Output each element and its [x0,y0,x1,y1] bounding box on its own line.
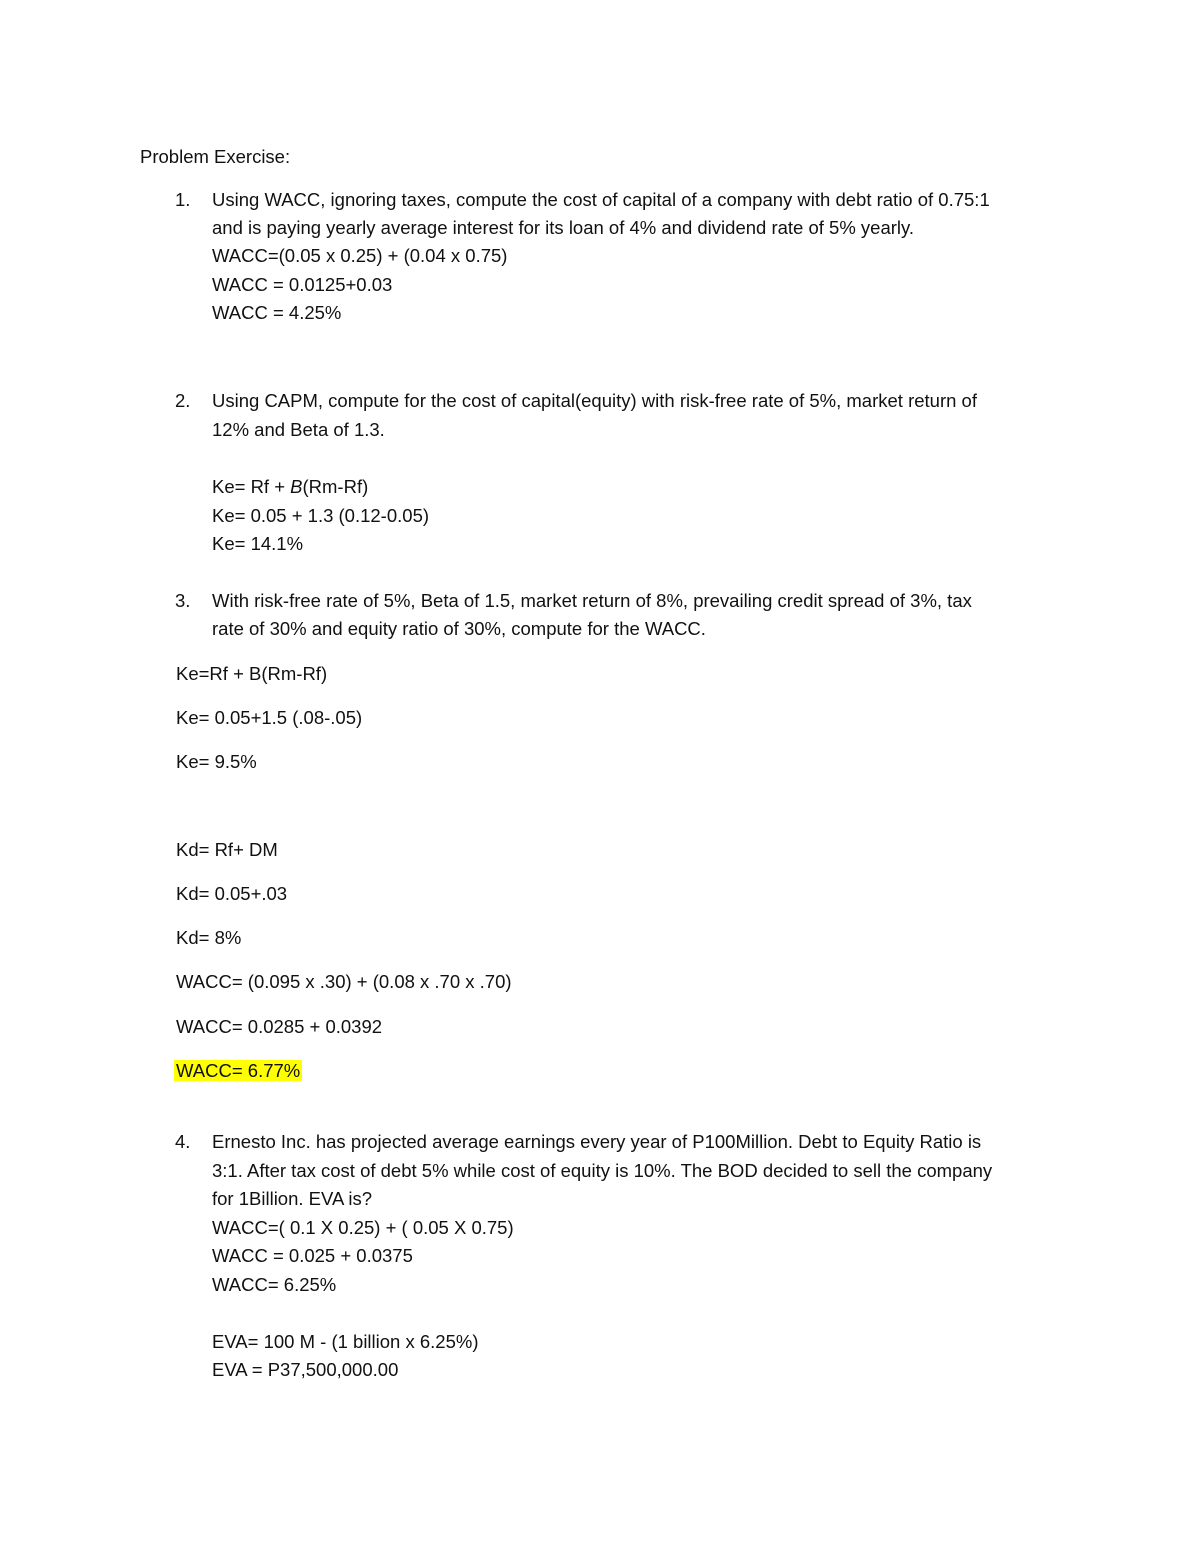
q1-calc-line: WACC=(0.05 x 0.25) + (0.04 x 0.75) [212,245,508,266]
q4-calc-line: WACC=( 0.1 X 0.25) + ( 0.05 X 0.75) [212,1217,514,1238]
q3-calc-line: Kd= 8% [176,927,242,948]
q2-text-line2: 12% and Beta of 1.3. [212,419,385,440]
q3-calc-line: Ke= 9.5% [176,751,257,772]
q4-calc-line: WACC = 0.025 + 0.0375 [212,1245,413,1266]
q3-calc-line: WACC= 0.0285 + 0.0392 [176,1016,383,1037]
q3-calc-line: Kd= 0.05+.03 [176,883,288,904]
q2-calc-line: Ke= 14.1% [212,533,304,554]
heading: Problem Exercise: [140,146,291,167]
q1-calc-line: WACC = 4.25% [212,302,342,323]
q3-answer-highlight: WACC= 6.77% [176,1060,301,1081]
q4-calc-line: WACC= 6.25% [212,1274,337,1295]
q1-text-line2: and is paying yearly average interest for its loan of 4% and dividend rate of 5% yearly. [212,217,915,238]
q4-text-line3: for 1Billion. EVA is? [212,1188,373,1209]
q2-formula-prefix: Ke= Rf + [212,476,291,497]
q3-answer [174,1060,302,1082]
q3-calc-line: Ke= 0.05+1.5 (.08-.05) [176,707,363,728]
q4-calc-line: EVA= 100 M - (1 billion x 6.25%) [212,1331,479,1352]
q4-calc-line: EVA = P37,500,000.00 [212,1359,399,1380]
q3-text-line2: rate of 30% and equity ratio of 30%, compute for the WACC. [212,618,706,639]
q4-number: 4. [175,1131,191,1152]
q2-formula-suffix: (Rm-Rf) [302,476,369,497]
q3-number: 3. [175,590,191,611]
q3-calc-line: Ke=Rf + B(Rm-Rf) [176,663,328,684]
q1-number: 1. [175,189,191,210]
q3-calc-line: WACC= (0.095 x .30) + (0.08 x .70 x .70) [176,971,512,992]
q4-text-line1: Ernesto Inc. has projected average earnings every year of P100Million. Debt to Equity Ratio is [212,1131,982,1152]
q3-text-line1: With risk-free rate of 5%, Beta of 1.5, market return of 8%, prevailing credit spread of 3%, tax [212,590,972,611]
q4-text-line2: 3:1. After tax cost of debt 5% while cost of equity is 10%. The BOD decided to sell the company [212,1160,993,1181]
q1-text-line1: Using WACC, ignoring taxes, compute the cost of capital of a company with debt ratio of 0.75:1 [212,189,990,210]
q3-calc-line: Kd= Rf+ DM [176,839,278,860]
q2-text-line1: Using CAPM, compute for the cost of capital(equity) with risk-free rate of 5%, market return of [212,390,977,411]
q2-formula-beta: B [290,476,303,497]
q2-calc-line: Ke= 0.05 + 1.3 (0.12-0.05) [212,505,430,526]
q2-number: 2. [175,390,191,411]
q2-formula [212,476,368,498]
q1-calc-line: WACC = 0.0125+0.03 [212,274,393,295]
